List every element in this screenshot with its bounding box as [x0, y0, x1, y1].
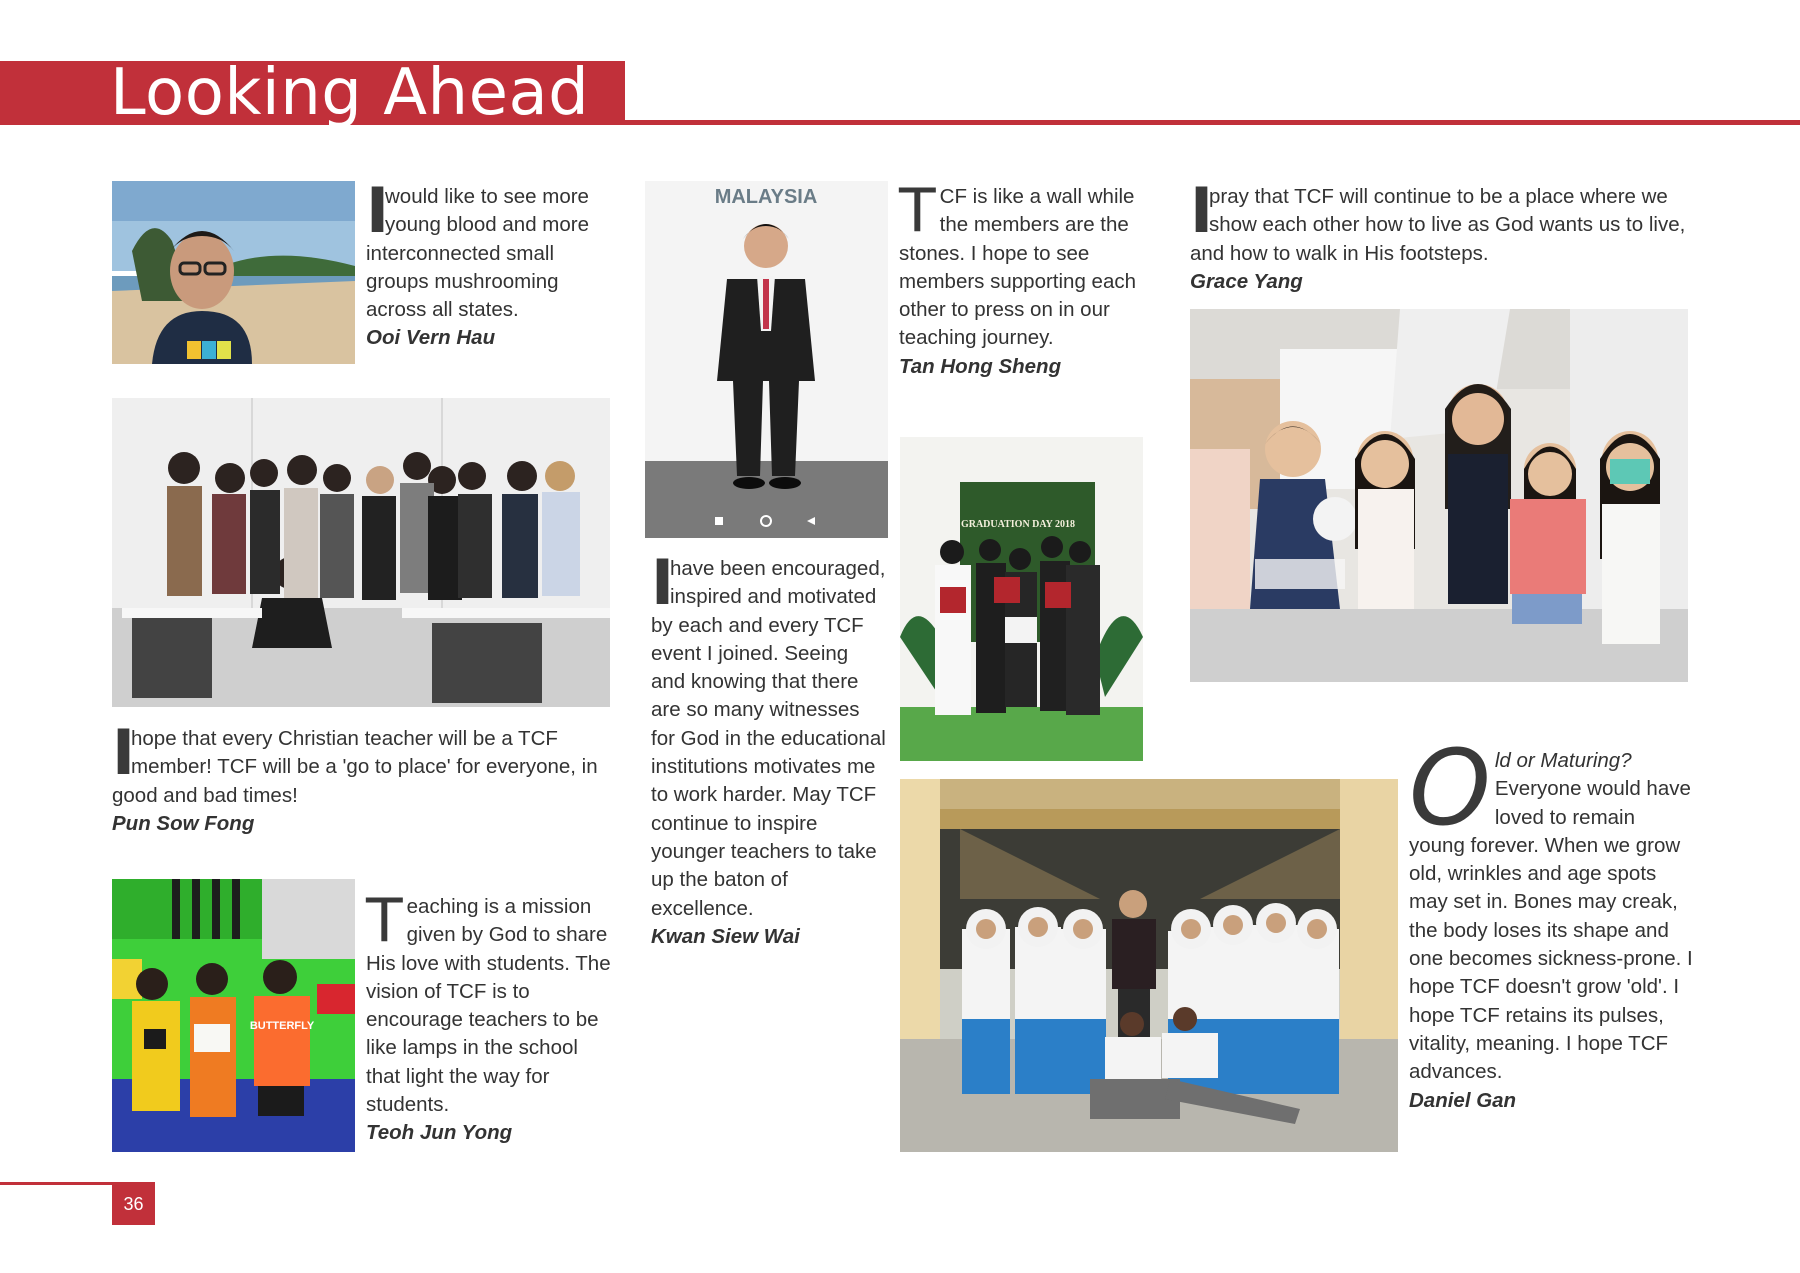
- quote-text: Everyone would have loved to remain young forever. When we grow old, wrinkles and age spots may set in. Bones may creak, the body loses its shape and one becomes sickness-prone. I hope TCF doesn't grow 'old'. I hope TCF retains its pulses, vitality, meaning. I hope TCF advances.: [1409, 777, 1693, 1084]
- photo-school-group: [900, 779, 1398, 1152]
- quote-ooi-vern-hau: [366, 174, 616, 353]
- photo-kwan-siew-wai: [645, 181, 888, 538]
- dropcap: I: [366, 174, 390, 247]
- quote-text: have been encouraged, inspired and motivated by each and every TCF event I joined. Seeing and knowing that there are so many witnesses for God in the educational institutions motivates me to work harder. May TCF continue to inspire younger teachers to take up the baton of excellence.: [651, 557, 886, 920]
- dropcap: I: [651, 546, 675, 619]
- quote-kwan-siew-wai: [651, 546, 886, 951]
- quote-teoh-jun-yong: [366, 886, 616, 1148]
- quote-author: Grace Yang: [1190, 269, 1303, 293]
- quote-author: Daniel Gan: [1409, 1088, 1517, 1112]
- dropcap: I: [1190, 174, 1214, 247]
- quote-author: Ooi Vern Hau: [366, 326, 496, 350]
- quote-tan-hong-sheng: [899, 176, 1149, 381]
- title-rule: [625, 120, 1800, 125]
- wall-text: MALAYSIA: [714, 186, 818, 208]
- quote-pun-sow-fong: [112, 716, 612, 838]
- quote-daniel-gan: [1409, 727, 1694, 1115]
- dropcap: I: [112, 716, 136, 789]
- quote-text: hope that every Christian teacher will be a TCF member! TCF will be a 'go to place' for everyone, in good and bad times!: [112, 727, 598, 807]
- quote-text: CF is like a wall while the members are the stones. I hope to see members supporting each other to press on in our teaching journey.: [899, 185, 1137, 350]
- dropcap: T: [366, 886, 403, 956]
- quote-text: would like to see more young blood and more interconnected small groups mushrooming across all states.: [366, 185, 590, 322]
- photo-graduation-day: [900, 437, 1143, 761]
- quote-author: Kwan Siew Wai: [651, 924, 800, 948]
- photo-ooi-vern-hau: [112, 181, 355, 364]
- photo-teoh-jun-yong: [112, 879, 355, 1152]
- quote-author: Pun Sow Fong: [112, 811, 255, 835]
- dropcap: O: [1409, 727, 1491, 849]
- quote-grace-yang: [1190, 174, 1690, 296]
- photo-group-classroom: [112, 398, 610, 707]
- quote-text: eaching is a mission given by God to share His love with students. The vision of TCF is to encourage teachers to be like lamps in the school that light the way for students.: [366, 895, 611, 1117]
- quote-lead: ld or Maturing?: [1494, 749, 1632, 772]
- page-number: 36: [112, 1183, 155, 1225]
- dropcap: T: [899, 176, 936, 246]
- quote-text: pray that TCF will continue to be a place where we show each other how to live as God wants us to live, and how to walk in His footsteps.: [1190, 185, 1686, 265]
- quote-author: Teoh Jun Yong: [366, 1121, 513, 1145]
- graduation-sign: GRADUATION DAY 2018: [960, 519, 1076, 530]
- shirt-text: BUTTERFLY: [249, 1020, 315, 1032]
- page-title: Looking Ahead: [110, 56, 590, 130]
- quote-author: Tan Hong Sheng: [899, 354, 1062, 378]
- photo-children: [1190, 309, 1688, 682]
